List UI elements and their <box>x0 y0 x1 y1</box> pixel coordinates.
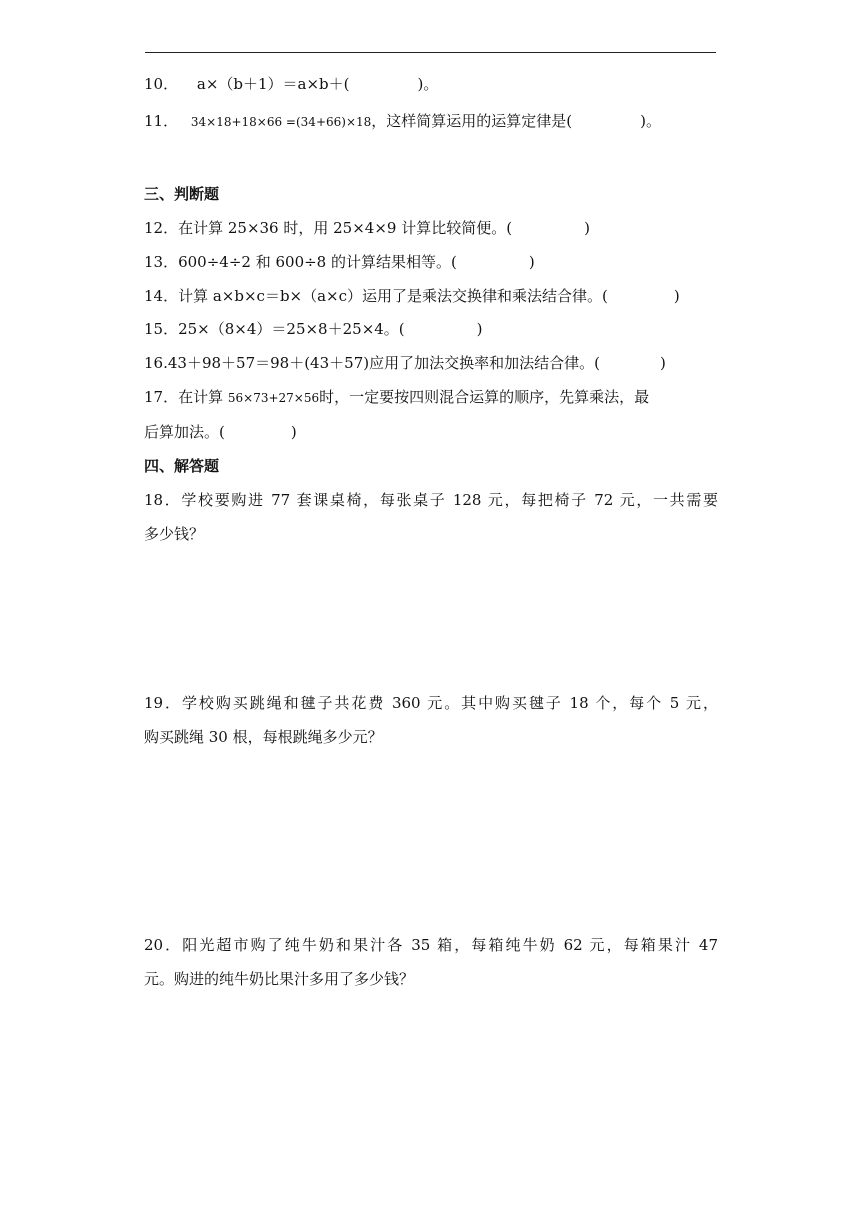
q11-end: )。 <box>640 112 661 130</box>
q10-number: 10． <box>144 75 179 93</box>
q10-text: a×（b＋1）＝a×b＋( <box>196 75 350 93</box>
q12-end: ) <box>584 219 590 237</box>
q17-pre: 在计算 <box>178 388 228 406</box>
question-17 <box>144 387 718 408</box>
question-14 <box>144 286 718 306</box>
question-19-line1: 19．学校购买跳绳和毽子共花费 360 元。其中购买毽子 18 个，每个 5 元， <box>144 694 718 712</box>
q13-end: ) <box>528 253 535 271</box>
q10-end: )。 <box>417 75 439 93</box>
question-11 <box>144 111 718 132</box>
question-13 <box>144 252 718 272</box>
answer-area-18[interactable] <box>144 556 716 676</box>
answer-area-20[interactable] <box>144 1002 716 1182</box>
question-17-continued <box>144 422 718 442</box>
q14-text: 计算 a×b×c＝b×（a×c）运用了是乘法交换律和乘法结合律。( <box>178 287 608 305</box>
question-19-line2: 购买跳绳 30 根，每根跳绳多少元？ <box>144 728 383 746</box>
question-15 <box>144 319 718 339</box>
question-20-line2: 元。购进的纯牛奶比果汁多用了多少钱？ <box>144 970 415 988</box>
section-title-solve: 四、解答题 <box>144 457 220 475</box>
q11-text: ，这样简算运用的运算定律是( <box>371 112 573 130</box>
q12-text: 在计算 25×36 时，用 25×4×9 计算比较简便。( <box>178 219 513 237</box>
q11-number: 11． <box>144 112 179 130</box>
question-16 <box>144 353 718 373</box>
question-18-line2: 多少钱？ <box>144 525 205 543</box>
header-rule <box>145 52 716 53</box>
q15-text: 25×（8×4）＝25×8＋25×4。( <box>178 320 405 338</box>
q12-number: 12． <box>144 219 179 237</box>
answer-area-19[interactable] <box>144 760 716 910</box>
q15-end: ) <box>476 320 483 338</box>
q16-number: 16. <box>144 354 168 372</box>
q17-number: 17． <box>144 388 179 406</box>
question-12 <box>144 218 718 238</box>
q11-formula: 34×18+18×66 =(34+66)×18 <box>190 115 372 129</box>
q14-number: 14． <box>144 287 179 305</box>
q17-end: ) <box>290 423 297 441</box>
q13-number: 13． <box>144 253 179 271</box>
q15-number: 15． <box>144 320 179 338</box>
q17-formula: 56×73+27×56 <box>227 391 320 405</box>
q13-text: 600÷4÷2 和 600÷8 的计算结果相等。( <box>178 253 457 271</box>
q16-text: 43＋98＋57＝98＋(43＋57)应用了加法交换率和加法结合律。( <box>167 354 600 372</box>
q16-end: ) <box>659 354 666 372</box>
q14-end: ) <box>673 287 680 305</box>
question-20-line1: 20．阳光超市购了纯牛奶和果汁各 35 箱，每箱纯牛奶 62 元，每箱果汁 47 <box>144 936 718 954</box>
section-title-judgement: 三、判断题 <box>144 185 220 203</box>
q17-text2: 后算加法。( <box>144 423 225 441</box>
question-18-line1: 18．学校要购进 77 套课桌椅，每张桌子 128 元，每把椅子 72 元，一共需要 <box>144 491 718 509</box>
question-10 <box>144 74 718 94</box>
q17-text: 时，一定要按四则混合运算的顺序，先算乘法，最 <box>319 388 650 406</box>
